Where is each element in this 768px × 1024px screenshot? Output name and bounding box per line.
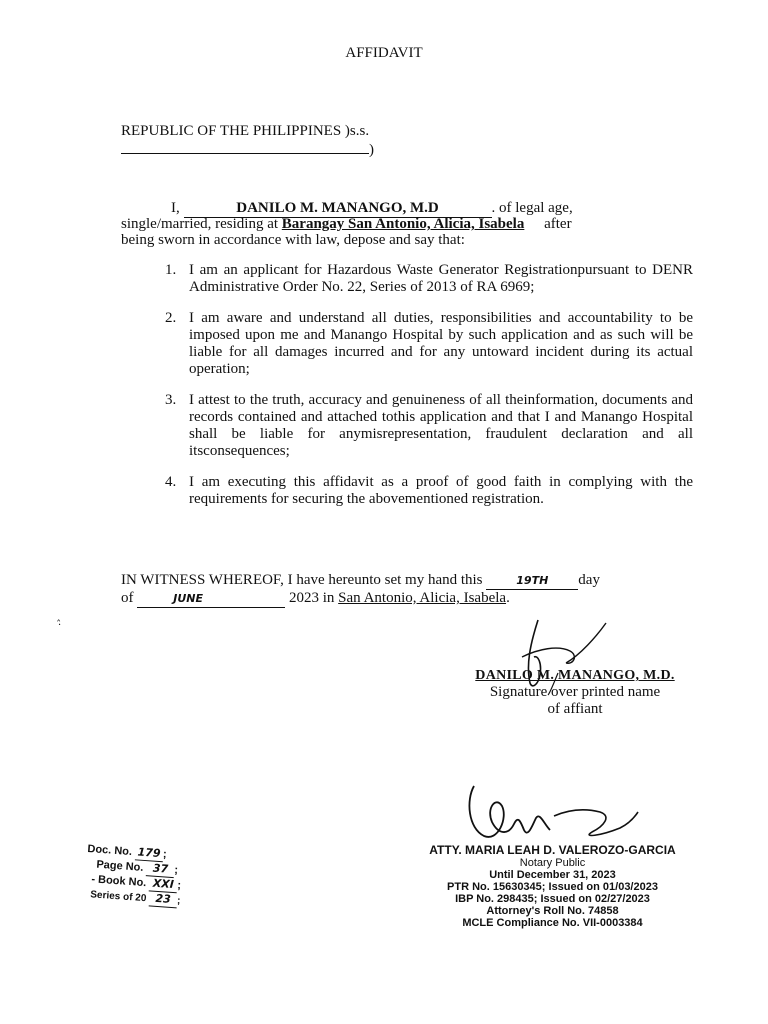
statement-list	[165, 262, 693, 522]
affiant-name-filled: DANILO M. MANANGO, M.D	[236, 200, 439, 216]
witness-text: IN WITNESS WHEREOF, I have hereunto set my hand this	[121, 572, 483, 588]
list-number: 2.	[165, 310, 177, 326]
venue-blank-line	[121, 139, 374, 159]
list-item	[165, 392, 693, 460]
witness-paragraph	[121, 572, 691, 608]
after-text: after	[544, 216, 572, 232]
notary-name: ATTY. MARIA LEAH D. VALEROZO-GARCIA	[429, 843, 676, 857]
signature-caption-line2: of affiant	[547, 701, 603, 717]
venue-close-paren: )	[369, 142, 374, 158]
republic-heading: REPUBLIC OF THE PHILIPPINES )s.s.	[121, 123, 370, 139]
affiant-printed-name: DANILO M. MANANGO, M.D.	[475, 668, 675, 683]
address-text: Barangay San Antonio, Alicia, Isabela	[281, 216, 525, 232]
place-text: San Antonio, Alicia, Isabela	[338, 590, 507, 606]
notary-ptr: PTR No. 15630345; Issued on 01/03/2023	[447, 881, 658, 893]
month-handwritten: JUNE	[173, 592, 203, 605]
notary-signature-icon	[462, 778, 642, 848]
legal-age-text: . of legal age,	[491, 200, 573, 216]
notary-commission-until: Until December 31, 2023	[489, 869, 616, 881]
list-number: 3.	[165, 392, 177, 408]
affiant-signature-block	[440, 667, 710, 718]
year-in-text: 2023 in	[289, 590, 335, 606]
list-item-text: I am an applicant for Hazardous Waste Generator Registrationpursuant to DENR Administrative Order No. 22, Series of 2013 of RA 6969;	[189, 262, 693, 295]
notary-ibp: IBP No. 298435; Issued on 02/27/2023	[455, 893, 650, 905]
notary-roll: Attorney's Roll No. 74858	[486, 905, 619, 917]
day-handwritten: 19TH	[516, 574, 549, 587]
stamp-page-label: Page No.	[96, 858, 144, 874]
intro-pronoun: I,	[171, 200, 180, 216]
stamp-page-value: 37	[146, 861, 175, 878]
sworn-text: being sworn in accordance with law, depose and say that:	[121, 232, 465, 248]
notary-block	[400, 843, 705, 929]
venue-blank	[121, 139, 369, 154]
intro-paragraph	[121, 200, 691, 248]
stamp-book-row: - Book No. XXI ;	[90, 873, 182, 892]
day-blank	[486, 572, 578, 590]
signature-caption-line1: Signature over printed name	[489, 684, 661, 700]
notarial-register-stamp	[84, 842, 238, 912]
day-label: day	[578, 572, 600, 588]
month-blank	[137, 590, 285, 608]
list-number: 1.	[165, 262, 177, 278]
document-title: AFFIDAVIT	[345, 45, 423, 61]
stamp-series-value: 23	[149, 891, 178, 908]
notary-mcle: MCLE Compliance No. VII-0003384	[462, 917, 643, 929]
scan-mark: ·̂	[58, 620, 62, 631]
list-item-text: I am executing this affidavit as a proof of good faith in complying with the requirements for securing the abovementioned registration.	[189, 474, 693, 507]
status-residing-text: single/married, residing at	[121, 216, 279, 232]
stamp-series-label: Series of 20	[89, 889, 147, 905]
list-item	[165, 310, 693, 378]
list-item-text: I attest to the truth, accuracy and genuineness of all theinformation, documents and records contained and attached tothis application and that I and Manango Hospital shall be liable for anymisrepresentation, fraudulent declaration and all itsconsequences;	[189, 392, 693, 459]
stamp-book-label: Book No.	[97, 873, 147, 890]
witness-period: .	[506, 590, 510, 606]
stamp-doc-row: Doc. No. 179 ;	[87, 842, 168, 861]
stamp-book-value: XXI	[149, 876, 178, 893]
list-number: 4.	[165, 474, 177, 490]
notary-title: Notary Public	[519, 857, 586, 869]
list-item-text: I am aware and understand all duties, responsibilities and accountability to be imposed upon me and Manango Hospital by such application and as such will be liable for all damages incurred and for any untoward incident during its actual operation;	[189, 310, 693, 377]
list-item	[165, 262, 693, 296]
list-item	[165, 474, 693, 508]
stamp-doc-value: 179	[135, 845, 164, 862]
stamp-page-row: Page No. 37 ;	[96, 858, 179, 877]
stamp-doc-label: Doc. No.	[87, 842, 133, 859]
of-label: of	[121, 590, 134, 606]
stamp-series-row: Series of 20 23 ;	[89, 889, 181, 907]
